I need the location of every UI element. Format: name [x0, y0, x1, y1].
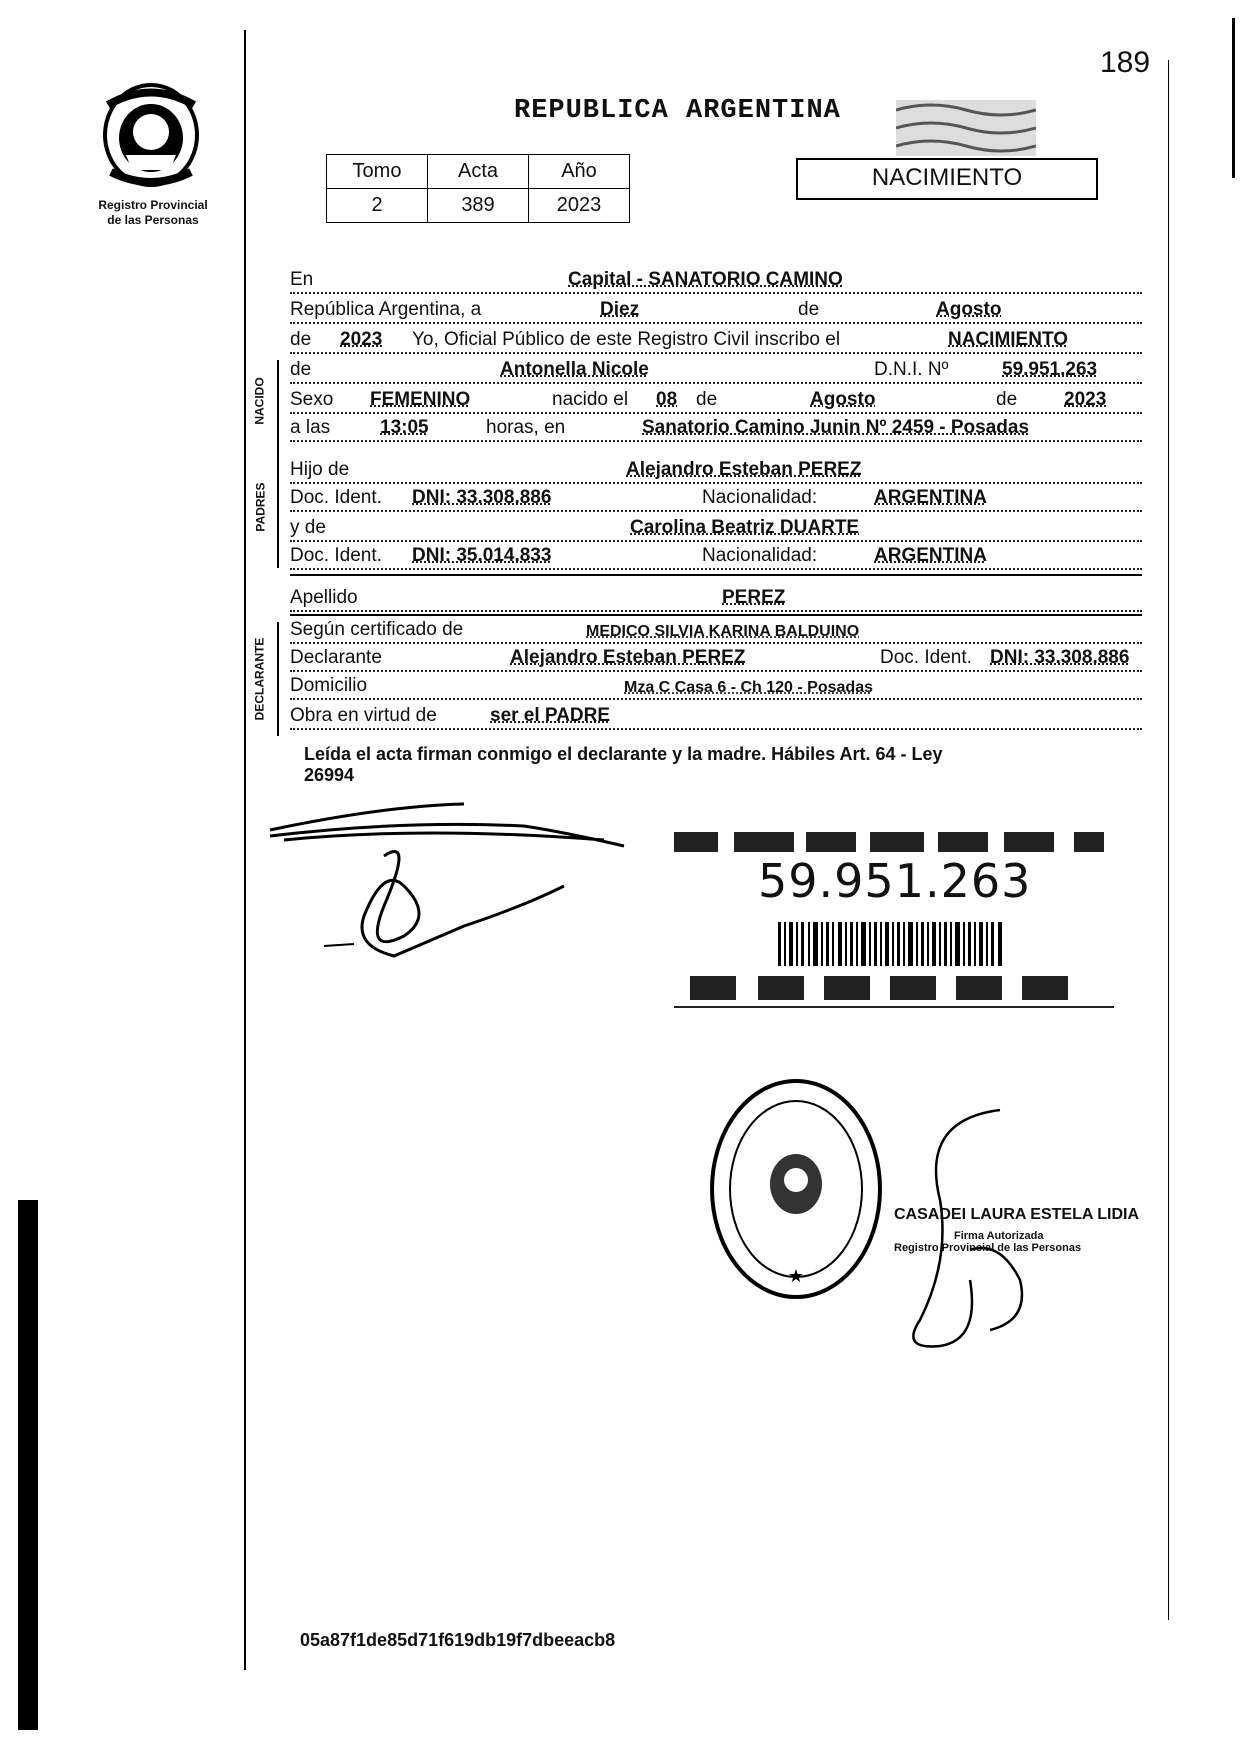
- inscribo-value: NACIMIENTO: [948, 329, 1068, 350]
- cert-label: Según certificado de: [290, 619, 464, 640]
- hora-value: 13:05: [380, 417, 429, 438]
- official-seal: [706, 1076, 886, 1302]
- register-value-acta: 389: [428, 189, 529, 223]
- legal-line-2: 26994: [304, 765, 355, 785]
- cert-value: MEDICO SILVIA KARINA BALDUINO: [586, 623, 860, 640]
- signer-name: CASADEI LAURA ESTELA LIDIA: [894, 1206, 1140, 1223]
- shield-emblem-icon: [96, 80, 206, 190]
- page-number: 189: [1100, 46, 1151, 79]
- register-value-tomo: 2: [327, 189, 428, 223]
- barcode-icon: [778, 922, 1008, 966]
- left-edge-rule: [18, 1200, 38, 1730]
- declarante-value: Alejandro Esteban PEREZ: [510, 647, 746, 668]
- nacido-mes: Agosto: [810, 389, 876, 410]
- hijo-label: Hijo de: [290, 459, 350, 480]
- nacido-section-label: NACIDO: [252, 377, 267, 425]
- nacido-de: de: [696, 389, 718, 410]
- padre-nac-label: Nacionalidad:: [702, 487, 818, 508]
- register-header-tomo: Tomo: [327, 155, 428, 189]
- year-value: 2023: [340, 329, 383, 350]
- register-header-acta: Acta: [428, 155, 529, 189]
- dni-label: D.N.I. Nº: [874, 359, 949, 380]
- register-header-anio: Año: [529, 155, 630, 189]
- line-hora: [290, 414, 1142, 442]
- domicilio-value: Mza C Casa 6 - Ch 120 - Posadas: [624, 679, 873, 696]
- nacido-anio: 2023: [1064, 389, 1107, 410]
- document-hash: 05a87f1de85d71f619db19f7dbeeacb8: [300, 1630, 616, 1650]
- logo-caption-line2: de las Personas: [107, 213, 199, 227]
- svg-text:★: ★: [787, 1266, 805, 1287]
- line-cert: [290, 616, 1142, 644]
- line-declarante: [290, 644, 1142, 672]
- declarant-signature: [264, 796, 644, 996]
- legal-line-1: Leída el acta firman conmigo el declarante y la madre. Hábiles Art. 64 - Ley: [304, 744, 943, 764]
- document-title: REPUBLICA ARGENTINA: [514, 96, 841, 126]
- register-value-anio: 2023: [529, 189, 630, 223]
- registry-logo: [96, 80, 206, 190]
- madre-nac-label: Nacionalidad:: [702, 545, 818, 566]
- padres-section-label: PADRES: [253, 482, 268, 532]
- line-year-officer: [290, 326, 1142, 354]
- horas-en-label: horas, en: [486, 417, 566, 438]
- security-stamp: [896, 100, 1036, 156]
- line-en: [290, 266, 1142, 294]
- nacido-label: nacido el: [552, 389, 629, 410]
- line-republica: [290, 296, 1142, 324]
- logo-caption-line1: Registro Provincial: [98, 198, 208, 212]
- lugar-value: Sanatorio Camino Junin Nº 2459 - Posadas: [642, 417, 1030, 438]
- rep-month: Agosto: [936, 299, 1002, 320]
- declarante-section-label: DECLARANTE: [252, 637, 267, 721]
- hora-label: a las: [290, 417, 331, 438]
- madre-nac: ARGENTINA: [874, 545, 987, 566]
- obra-label: Obra en virtud de: [290, 705, 437, 726]
- officer-text: Yo, Oficial Público de este Registro Civil inscribo el: [412, 329, 841, 350]
- register-table: [326, 154, 630, 223]
- rep-label: República Argentina, a: [290, 299, 482, 320]
- left-margin-rule: [244, 30, 246, 1670]
- security-pattern-icon: [896, 100, 1036, 156]
- nacido-de2: de: [996, 389, 1018, 410]
- apellido-value: PEREZ: [722, 587, 786, 608]
- padre-doc-label: Doc. Ident.: [290, 487, 382, 508]
- nacido-dia: 08: [656, 389, 678, 410]
- line-domicilio: [290, 672, 1142, 700]
- dom-label: Domicilio: [290, 675, 368, 696]
- dni-stamp: [674, 826, 1122, 1016]
- logo-caption: [78, 198, 228, 228]
- padres-bottom-rule: [290, 574, 1142, 576]
- legal-text: [304, 744, 1144, 786]
- decl-label: Declarante: [290, 647, 382, 668]
- register-table-header-row: [327, 155, 630, 189]
- madre-doc: DNI: 35.014.833: [412, 545, 552, 566]
- madre-name: Carolina Beatriz DUARTE: [630, 517, 860, 538]
- line-obra: [290, 702, 1142, 730]
- line-hijo: [290, 456, 1142, 484]
- en-value: Capital - SANATORIO CAMINO: [568, 269, 843, 290]
- nacido-section-bar: [277, 360, 279, 450]
- declarante-section-bar: [277, 622, 279, 736]
- yde-label: y de: [290, 517, 326, 538]
- rep-de: de: [798, 299, 820, 320]
- line-sexo: [290, 386, 1142, 414]
- handwritten-signature-icon: [264, 796, 644, 996]
- line-nombre: [290, 356, 1142, 384]
- line-padre-doc: [290, 484, 1142, 512]
- padre-nac: ARGENTINA: [874, 487, 987, 508]
- sexo-label: Sexo: [290, 389, 334, 410]
- dni-value: 59.951.263: [1002, 359, 1098, 380]
- security-pattern-top-icon: [674, 826, 1122, 856]
- line-apellido: [290, 584, 1142, 612]
- decl-doc-value: DNI: 33.308.886: [990, 647, 1130, 668]
- padre-doc: DNI: 33.308.886: [412, 487, 552, 508]
- obra-value: ser el PADRE: [490, 705, 611, 726]
- rep-day: Diez: [600, 299, 640, 320]
- nombre-value: Antonella Nicole: [500, 359, 649, 380]
- right-edge-rule: [1232, 18, 1235, 178]
- line-madre-doc: [290, 542, 1142, 570]
- de-label: de: [290, 329, 312, 350]
- register-table-value-row: [327, 189, 630, 223]
- dni-stamp-number: 59.951.263: [758, 854, 1032, 908]
- signer-role: Firma Autorizada: [954, 1230, 1044, 1242]
- apellido-label: Apellido: [290, 587, 358, 608]
- line-madre: [290, 514, 1142, 542]
- nombre-label: de: [290, 359, 312, 380]
- right-margin-rule: [1168, 60, 1169, 1620]
- decl-doc-label: Doc. Ident.: [880, 647, 972, 668]
- en-label: En: [290, 269, 314, 290]
- signer-block: [894, 1206, 1154, 1254]
- signer-org: Registro Provincial de las Personas: [894, 1242, 1082, 1254]
- madre-doc-label: Doc. Ident.: [290, 545, 382, 566]
- security-pattern-bottom-icon: [674, 972, 1122, 1012]
- padre-name: Alejandro Esteban PEREZ: [626, 459, 862, 480]
- official-seal-icon: [706, 1076, 886, 1302]
- sexo-value: FEMENINO: [370, 389, 471, 410]
- padres-section-bar: [277, 450, 279, 568]
- act-type-box: NACIMIENTO: [796, 158, 1098, 200]
